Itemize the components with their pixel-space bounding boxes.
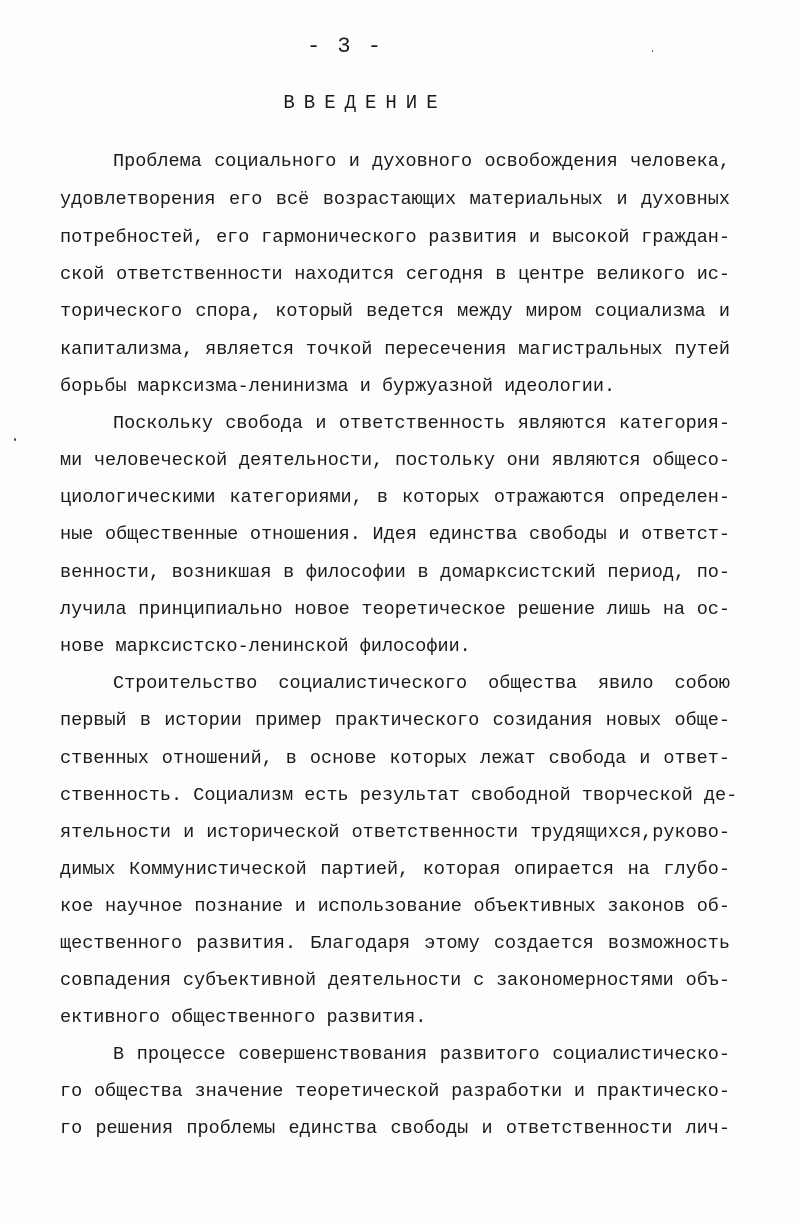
text-line: ективного общественного развития. — [60, 1007, 427, 1028]
text-line: ятельности и исторической ответственности трудящихся,руково- — [60, 822, 730, 843]
text-line: го общества значение теоретической разработки и практическо- — [60, 1081, 730, 1102]
text-line: ми человеческой деятельности, постольку они являются общесо- — [60, 450, 730, 471]
text-line: совпадения субъективной деятельности с закономерностями объ- — [60, 970, 730, 991]
text-line: кое научное познание и использование объективных законов об- — [60, 896, 730, 917]
text-line: димых Коммунистической партией, которая опирается на глубо- — [60, 859, 730, 880]
text-line: ской ответственности находится сегодня в центре великого ис- — [60, 264, 730, 285]
text-line: венности, возникшая в философии в домарксистский период, по- — [60, 562, 730, 583]
scan-speck — [14, 438, 16, 441]
page-number: - 3 - — [306, 34, 383, 59]
text-line: ственных отношений, в основе которых лежат свобода и ответ- — [60, 748, 730, 769]
text-line: Проблема социального и духовного освобождения человека, — [113, 151, 730, 172]
page-title: ВВЕДЕНИЕ — [283, 92, 447, 114]
text-line: лучила принципиально новое теоретическое решение лишь на ос- — [60, 599, 730, 620]
text-line: ные общественные отношения. Идея единства свободы и ответст- — [60, 524, 730, 545]
text-line: циологическими категориями, в которых отражаются определен- — [60, 487, 730, 508]
text-line: В процессе совершенствования развитого социалистическо- — [113, 1044, 730, 1065]
text-line: торического спора, который ведется между миром социализма и — [60, 301, 730, 322]
text-line: первый в истории пример практического созидания новых обще- — [60, 710, 730, 731]
text-line: нове марксистско-ленинской философии. — [60, 636, 471, 657]
text-line: борьбы марксизма-ленинизма и буржуазной идеологии. — [60, 376, 616, 397]
text-line: Поскольку свобода и ответственность являются категория- — [113, 413, 730, 434]
text-line: потребностей, его гармонического развития и высокой граждан- — [60, 227, 730, 248]
text-line: го решения проблемы единства свободы и ответственности лич- — [60, 1118, 730, 1139]
text-line: щественного развития. Благодаря этому создается возможность — [60, 933, 730, 954]
text-line: капитализма, является точкой пересечения магистральных путей — [60, 339, 730, 360]
text-line: удовлетворения его всё возрастающих материальных и духовных — [60, 189, 730, 210]
scan-speck — [652, 50, 653, 52]
text-line: ственность. Социализм есть результат свободной творческой де- — [60, 785, 738, 806]
text-line: Строительство социалистического общества явило собою — [113, 673, 730, 694]
